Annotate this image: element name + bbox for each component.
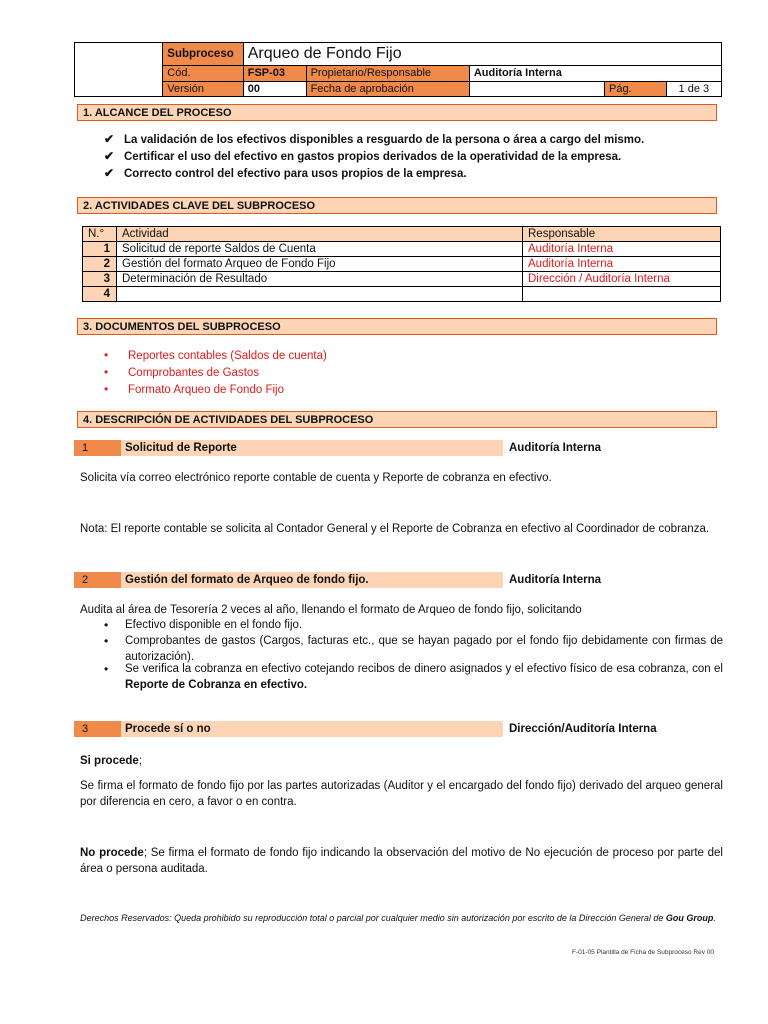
row-activity: Determinación de Resultado — [117, 272, 523, 287]
step-2-bullet-2: Comprobantes de gastos (Cargos, facturas etc., que se hayan pagado por el fondo fijo debidamente con firmas de autorización). — [125, 635, 723, 663]
list-item: ✔ Certificar el uso del efectivo en gastos propios derivados de la operatividad de la empresa. — [104, 149, 622, 163]
row-responsible: Dirección / Auditoría Interna — [523, 272, 721, 287]
row-activity: Solicitud de reporte Saldos de Cuenta — [117, 242, 523, 257]
owner-value: Auditoría Interna — [469, 66, 721, 81]
col-header-num: N.° — [83, 227, 117, 242]
list-item: ✔ La validación de los efectivos disponibles a resguardo de la persona o área a cargo del mismo. — [104, 132, 645, 146]
owner-label: Propietario/Responsable — [306, 66, 469, 81]
list-item: ✔ Correcto control del efectivo para usos propios de la empresa. — [104, 166, 467, 180]
cod-value: FSP-03 — [243, 66, 306, 81]
col-header-responsible: Responsable — [523, 227, 721, 242]
subproceso-title: Arqueo de Fondo Fijo — [243, 43, 721, 66]
table-header-row — [83, 227, 721, 242]
footer-copyright: Derechos Reservados: Queda prohibido su reproducción total o parcial por cualquier medio sin autorización por escrito de la Dirección General de Gou Group. — [80, 913, 716, 923]
page-label: Pág. — [604, 81, 666, 96]
document-header — [74, 42, 722, 97]
row-number: 2 — [83, 257, 117, 272]
table-row — [83, 257, 721, 272]
table-row — [83, 287, 721, 302]
step-2-number: 2 — [74, 572, 121, 588]
step-1-note: Nota: El reporte contable se solicita al Contador General y el Reporte de Cobranza en efectivo al Coordinador de cobranza. — [80, 523, 710, 535]
bullet-icon: • — [104, 662, 109, 676]
step-1-title: Solicitud de Reporte — [121, 440, 503, 456]
step-1-responsible: Auditoría Interna — [509, 442, 602, 454]
page-value: 1 de 3 — [666, 81, 721, 96]
documents-list — [104, 347, 327, 398]
row-responsible — [523, 287, 721, 302]
col-header-activity: Actividad — [117, 227, 523, 242]
bullet-icon: • — [104, 634, 109, 648]
list-item: • Comprobantes de Gastos — [104, 365, 260, 379]
subproceso-label: Subproceso — [163, 43, 243, 66]
bullet-icon: • — [104, 382, 109, 396]
table-row — [83, 272, 721, 287]
row-activity — [117, 287, 523, 302]
version-label: Versión — [163, 81, 243, 96]
bullet-icon: • — [104, 365, 109, 379]
step-3-no-text: No procede; Se firma el formato de fondo fijo indicando la observación del motivo de No ejecución de proceso por parte del área o persona auditada. — [80, 847, 723, 875]
section-1-title: 1. ALCANCE DEL PROCESO — [77, 104, 717, 121]
scope-list — [104, 131, 644, 182]
section-3-title: 3. DOCUMENTOS DEL SUBPROCESO — [77, 318, 717, 335]
activities-table — [82, 226, 721, 302]
row-activity: Gestión del formato Arqueo de Fondo Fijo — [117, 257, 523, 272]
list-item: • Reportes contables (Saldos de cuenta) — [104, 348, 327, 362]
step-2-bullet-3: Se verifica la cobranza en efectivo cotejando recibos de dinero asignados y el efectivo físico de esa cobranza, con el Reporte de Cobranza en efectivo. — [125, 663, 723, 691]
logo-cell — [75, 43, 163, 97]
cod-label: Cód. — [163, 66, 243, 81]
row-number: 3 — [83, 272, 117, 287]
section-2-title: 2. ACTIVIDADES CLAVE DEL SUBPROCESO — [77, 197, 717, 214]
step-2-title: Gestión del formato de Arqueo de fondo fijo. — [121, 572, 503, 588]
check-icon: ✔ — [104, 166, 115, 180]
step-2-bullet-1: Efectivo disponible en el fondo fijo. — [125, 619, 303, 631]
approval-value — [469, 81, 604, 96]
step-3-title: Procede sí o no — [121, 721, 503, 737]
footer-form-code: F-01-05 Plantilla de Ficha de Subproceso Rev 00 — [572, 949, 714, 956]
step-3-responsible: Dirección/Auditoría Interna — [509, 723, 657, 735]
bullet-icon: • — [104, 348, 109, 362]
step-1-text: Solicita vía correo electrónico reporte contable de cuenta y Reporte de cobranza en efectivo. — [80, 472, 552, 484]
step-3-si-text: Se firma el formato de fondo fijo por las partes autorizadas (Auditor y el encargado del fondo fijo) derivado del arqueo general por diferencia en cero, a favor o en contra. — [80, 780, 723, 808]
bullet-icon: • — [104, 618, 109, 632]
row-responsible: Auditoría Interna — [523, 242, 721, 257]
step-3-si-label: Si procede; — [80, 755, 143, 767]
check-icon: ✔ — [104, 132, 115, 146]
step-1-number: 1 — [74, 440, 121, 456]
check-icon: ✔ — [104, 149, 115, 163]
step-2-intro: Audita al área de Tesorería 2 veces al año, llenando el formato de Arqueo de fondo fijo, solicitando — [80, 604, 582, 616]
step-3-number: 3 — [74, 721, 121, 737]
list-item: • Formato Arqueo de Fondo Fijo — [104, 382, 284, 396]
table-row — [83, 242, 721, 257]
row-number: 1 — [83, 242, 117, 257]
section-4-title: 4. DESCRIPCIÓN DE ACTIVIDADES DEL SUBPROCESO — [77, 411, 717, 428]
approval-label: Fecha de aprobación — [306, 81, 469, 96]
row-responsible: Auditoría Interna — [523, 257, 721, 272]
step-2-responsible: Auditoría Interna — [509, 574, 602, 586]
version-value: 00 — [243, 81, 306, 96]
row-number: 4 — [83, 287, 117, 302]
